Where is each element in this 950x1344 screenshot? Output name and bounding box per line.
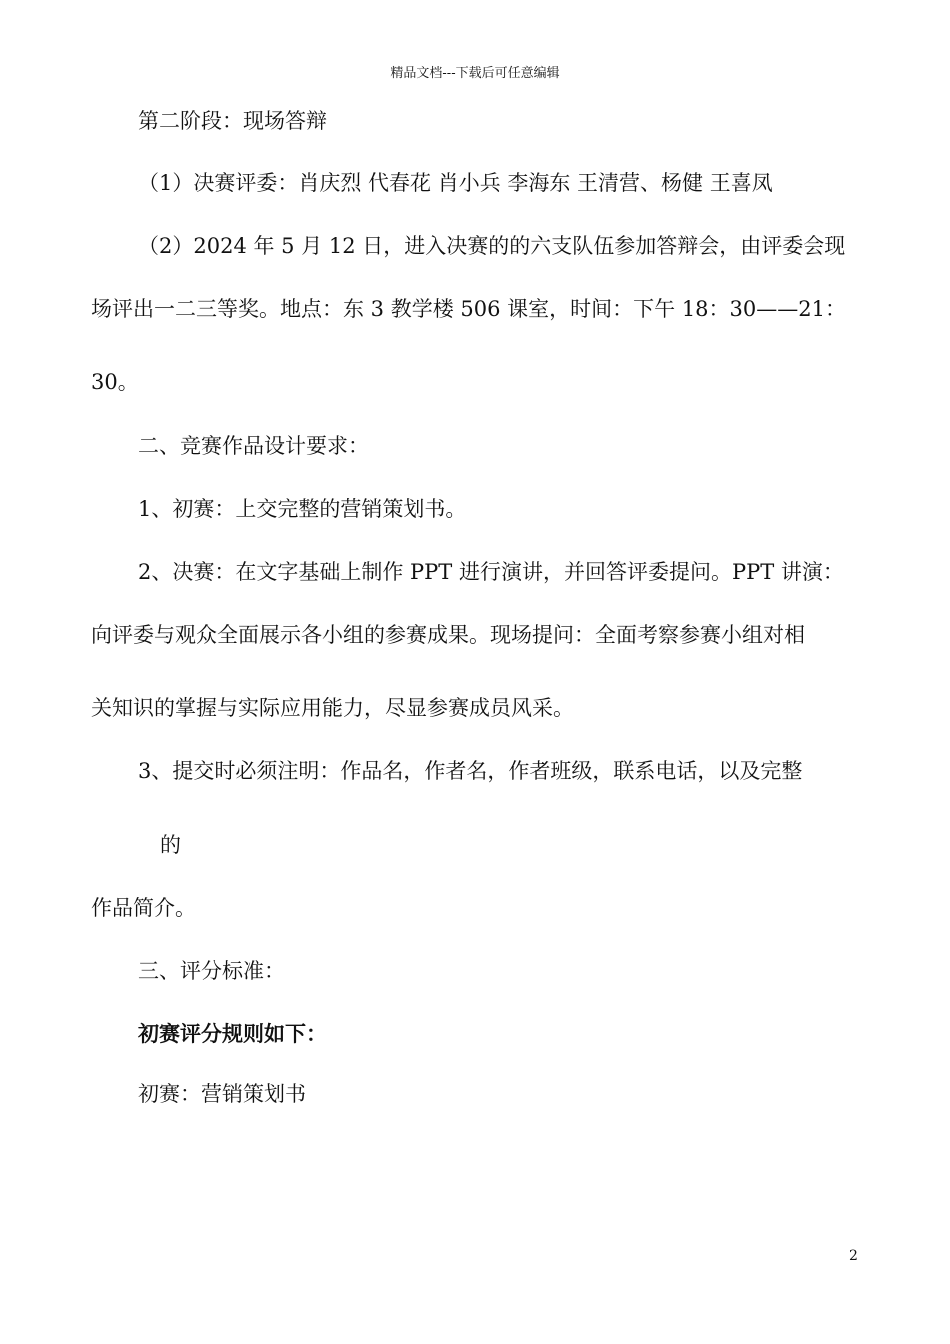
final-paragraph-line-3: 30。 [91, 370, 139, 394]
stage-two-heading: 第二阶段：现场答辩 [138, 109, 327, 133]
preliminary-item: 初赛：营销策划书 [138, 1082, 306, 1106]
section-two-heading: 二、竞赛作品设计要求： [138, 434, 369, 458]
final-paragraph-line-1: （2）2024 年 5 月 12 日，进入决赛的的六支队伍参加答辩会，由评委会现 [138, 234, 846, 258]
requirement-3-line-2: 的 [160, 833, 181, 857]
preliminary-rules-heading: 初赛评分规则如下： [138, 1021, 327, 1046]
section-three-heading: 三、评分标准： [138, 959, 285, 983]
requirement-1: 1、初赛：上交完整的营销策划书。 [138, 497, 467, 521]
requirement-3-line-1: 3、提交时必须注明：作品名，作者名，作者班级，联系电话，以及完整 [138, 759, 803, 783]
requirement-2-line-3: 关知识的掌握与实际应用能力，尽显参赛成员风采。 [91, 696, 574, 720]
final-paragraph-line-2: 场评出一二三等奖。地点：东 3 教学楼 506 课室，时间：下午 18：30——21： [91, 297, 846, 321]
page-header: 精品文档---下载后可任意编辑 [390, 66, 560, 81]
requirement-2-line-1: 2、决赛：在文字基础上制作 PPT 进行演讲，并回答评委提问。PPT 讲演： [138, 560, 844, 584]
requirement-3-line-3: 作品简介。 [91, 896, 196, 920]
requirement-2-line-2: 向评委与观众全面展示各小组的参赛成果。现场提问：全面考察参赛小组对相 [91, 623, 805, 647]
judges-list: （1）决赛评委：肖庆烈 代春花 肖小兵 李海东 王清营、杨健 王喜凤 [138, 171, 773, 195]
page-number: 2 [849, 1248, 858, 1264]
